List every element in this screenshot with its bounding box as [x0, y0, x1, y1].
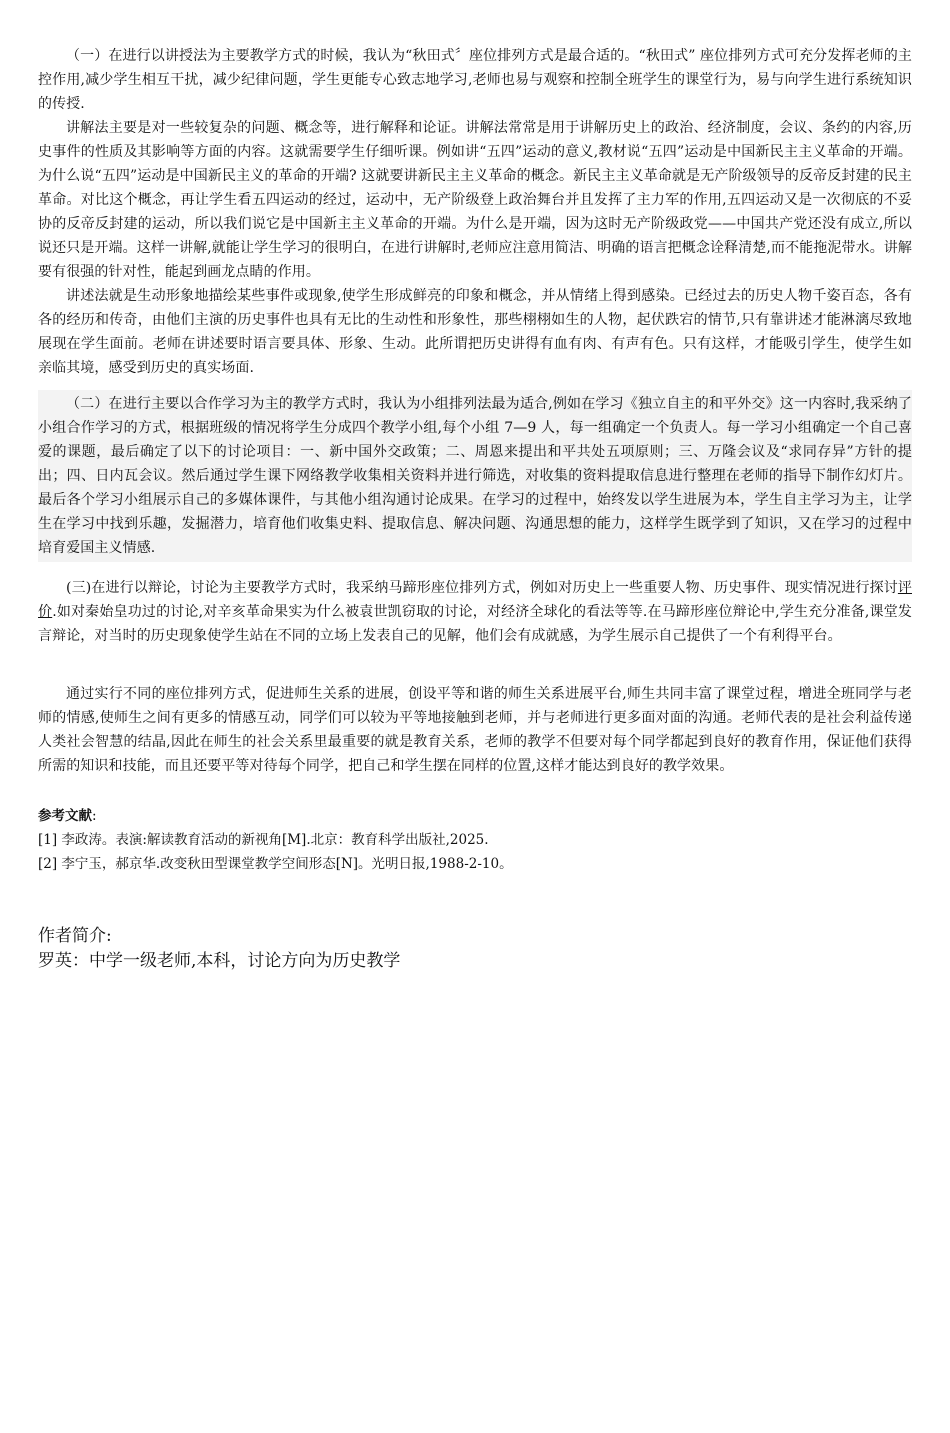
author-section	[38, 924, 912, 974]
references-title: 参考文献	[38, 808, 92, 824]
underlined-word: 评价	[38, 580, 912, 620]
references-section	[38, 804, 912, 876]
reference-item-2: [2] 李宁玉，郝京华.改变秋田型课堂教学空间形态[N]。光明日报,1988-2-10。	[38, 856, 513, 872]
author-heading: 作者简介:	[38, 926, 112, 946]
references-heading	[38, 804, 912, 828]
debate-text-start: (三)在进行以辩论，讨论为主要教学方式时，我采纳马蹄形座位排列方式，例如对历史上一些重要人物、历史事件、现实情况进行探讨	[66, 580, 898, 596]
paragraph-conclusion: 通过实行不同的座位排列方式，促进师生关系的进展，创设平等和谐的师生关系进展平台,师生共同丰富了课堂过程，增进全班同学与老师的情感,使师生之间有更多的情感互动，同学们可以较为平等地接触到老师，并与老师进行更多面对面的沟通。老师代表的是社会利益传递人类社会智慧的结晶,因此在师生的社会关系里最重要的就是教育关系，老师的教学不但要对每个同学都起到良好的教育作用，保证他们获得所需的知识和技能，而且还要平等对待每个同学，把自己和学生摆在同样的位置,这样才能达到良好的教学效果。	[38, 686, 912, 774]
paragraph-explanation-method: 讲解法主要是对一些较复杂的问题、概念等，进行解释和论证。讲解法常常是用于讲解历史上的政治、经济制度，会议、条约的内容,历史事件的性质及其影响等方面的内容。这就需要学生仔细听课。例如讲“五四”运动的意义,教材说“五四”运动是中国新民主主义革命的开端。为什么说“五四”运动是中国新民主义的革命的开端? 这就要讲新民主主义革命的概念。新民主主义革命就是无产阶级领导的反帝反封建的民主革命。对比这个概念，再让学生看五四运动的经过，运动中，无产阶级登上政治舞台并且发挥了主力军的作用,五四运动又是一次彻底的不妥协的反帝反封建的运动，所以我们说它是中国新主主义革命的开端。为什么是开端，因为这时无产阶级政党——中国共产党还没有成立,所以说还只是开端。这样一讲解,就能让学生学习的很明白，在进行讲解时,老师应注意用简洁、明确的语言把概念诠释清楚,而不能拖泥带水。讲解要有很强的针对性，能起到画龙点睛的作用。	[38, 120, 912, 280]
reference-item-1: [1] 李政涛。表演:解读教育活动的新视角[M].北京：教育科学出版社,2025.	[38, 832, 489, 848]
paragraph-debate-method	[38, 576, 912, 648]
paragraph-cooperative-learning: （二）在进行主要以合作学习为主的教学方式时，我认为小组排列法最为适合,例如在学习《独立自主的和平外交》这一内容时,我采纳了小组合作学习的方式，根据班级的情况将学生分成四个教学小组,每个小组 7—9 人，每一组确定一个负责人。每一学习小组确定一个自己喜爱的课题，最后确定了以下的讨论项目：一、新中国外交政策；二、周恩来提出和平共处五项原则；三、万隆会议及“求同存异”方针的提出；四、日内瓦会议。然后通过学生课下网络教学收集相关资料并进行筛选，对收集的资料提取信息进行整理在老师的指导下制作幻灯片。最后各个学习小组展示自己的多媒体课件，与其他小组沟通讨论成果。在学习的过程中，始终发以学生进展为本，学生自主学习为主，让学生在学习中找到乐趣，发掘潜力，培育他们收集史料、提取信息、解决问题、沟通思想的能力，这样学生既学到了知识，又在学习的过程中培育爱国主义情感.	[38, 390, 912, 562]
debate-text-end: .如对秦始皇功过的讨论,对辛亥革命果实为什么被袁世凯窃取的讨论，对经济全球化的看法等等.在马蹄形座位辩论中,学生充分准备,课堂发言辩论，对当时的历史现象使学生站在不同的立场上发表自己的见解，他们会有成就感，为学生展示自己提供了一个有利得平台。	[38, 604, 912, 644]
paragraph-narration-method: 讲述法就是生动形象地描绘某些事件或现象,使学生形成鲜亮的印象和概念，并从情绪上得到感染。已经过去的历史人物千姿百态，各有各的经历和传奇，由他们主演的历史事件也具有无比的生动性和形象性，那些栩栩如生的人物，起伏跌宕的情节,只有靠讲述才能淋漓尽致地展现在学生面前。老师在讲述要时语言要具体、形象、生动。此所谓把历史讲得有血有肉、有声有色。只有这样，才能吸引学生，使学生如亲临其境，感受到历史的真实场面.	[38, 288, 912, 376]
author-bio: 罗英：中学一级老师,本科，讨论方向为历史教学	[38, 951, 401, 971]
references-title-colon: :	[92, 808, 97, 824]
paragraph-lecture-method: （一）在进行以讲授法为主要教学方式的时候，我认为“秋田式〞座位排列方式是最合适的。“秋田式” 座位排列方式可充分发挥老师的主控作用,减少学生相互干扰，减少纪律问题，学生更能专心致志地学习,老师也易与观察和控制全班学生的课堂行为，易与向学生进行系统知识的传授.	[38, 48, 912, 112]
document-page	[38, 44, 912, 974]
